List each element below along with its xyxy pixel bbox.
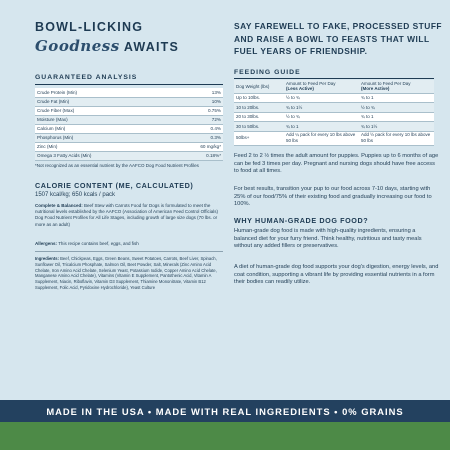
table-row: 30 to 50lbs. ¾ to 1 ¾ to 1½ — [234, 122, 434, 132]
claims-banner: MADE IN THE USA • MADE WITH REAL INGREDIENTS • 0% GRAINS — [0, 400, 450, 422]
ga-label: Crude Fiber (Max) — [35, 106, 167, 115]
ga-label: Phosphorus (Min) — [35, 133, 167, 142]
divider — [35, 251, 223, 252]
table-row — [35, 124, 223, 133]
ga-label: Crude Protein (Min) — [35, 88, 167, 97]
ga-value: 10% — [167, 97, 223, 106]
ga-value: 72% — [167, 115, 223, 124]
why-title: WHY HUMAN-GRADE DOG FOOD? — [234, 216, 369, 225]
feeding-guide-title: FEEDING GUIDE — [234, 69, 301, 76]
headline-line1: BOWL-LICKING — [35, 20, 144, 34]
feed-paragraph: Feed 2 to 2 ½ times the adult amount for puppies. Puppies up to 6 months of age can be fed 3 times per day. Pregnant and nursing dogs should have free access to food at all times. — [234, 153, 439, 175]
ingredients — [35, 256, 225, 291]
allergens — [35, 241, 225, 247]
right-headline: SAY FAREWELL TO FAKE, PROCESSED STUFF AND RAISE A BOWL TO FEASTS THAT WILL FUEL YEARS OF FRIENDSHIP. — [234, 21, 443, 56]
guaranteed-analysis-table — [35, 88, 223, 161]
fg-header-weight: Dog Weight (lbs) — [234, 80, 284, 93]
table-row — [35, 151, 223, 160]
table-row — [35, 115, 223, 124]
complete-balanced-label: Complete & Balanced: — [35, 203, 83, 208]
ga-value: 13% — [167, 88, 223, 97]
headline-awaits: AWAITS — [123, 40, 179, 54]
ga-value: 0.3% — [167, 133, 223, 142]
complete-balanced — [35, 203, 225, 228]
why-paragraph-2: A diet of human-grade dog food supports your dog's digestion, energy levels, and coat condition, supporting a vibrant life by providing essential nutrients in a form their bodies can readily utilize. — [234, 264, 439, 286]
ingredients-text: Beef, Chickpeas, Eggs, Green Beans, Sweet Potatoes, Carrots, Beef Liver, Spinach, Sunflower Oil, Tricalcium Phosphate, Salmon Oil, Beet Powder, Salt, Minerals (Zinc Amino Acid Chelate, Iron Amino Acid Chelate, Selenium Yeast, Potassium Iodide, Copper Amino Acid Chelate, Manganese Amino Acid Chelate), Vitamins (Vitamin E Supplement, Pantothenic Acid, Vitamin A Supplement, Niacin, Riboflavin, Vitamin D3 Supplement, Thiamine Mononitrate, Vitamin B12 Supplement, Folic Acid, Pyridoxine Hydrochloride), Yeast Culture — [35, 256, 217, 290]
ga-label: Moisture (Max) — [35, 115, 167, 124]
ga-label: Calcium (Min) — [35, 124, 167, 133]
ga-label: Zinc (Min) — [35, 142, 167, 151]
calorie-title: CALORIE CONTENT (ME, CALCULATED) — [35, 181, 194, 190]
complete-balanced-text: Beef Stew with Carrots Food for Dogs is formulated to meet the nutritional levels established by the AAFCO (Association of American Feed Control Officials) Dog Food Nutrient Profiles for All Life Stages, including growth of large size dogs (70 lbs. or more as an adult) — [35, 203, 219, 227]
ga-label: Omega 3 Fatty Acids (Min) — [35, 151, 167, 160]
divider — [234, 78, 434, 79]
guaranteed-analysis-title: GUARANTEED ANALYSIS — [35, 74, 138, 81]
headline — [35, 20, 235, 55]
calorie-value: 1507 kcal/kg; 650 kcals / pack — [35, 192, 116, 198]
allergens-text: This recipe contains beef, eggs, and fish — [58, 241, 139, 246]
ga-value: 60 mg/kg* — [167, 142, 223, 151]
ga-value: 0.4% — [167, 124, 223, 133]
divider — [35, 84, 223, 85]
ga-label: Crude Fat (Min) — [35, 97, 167, 106]
allergens-label: Allergens: — [35, 241, 58, 246]
table-row: 50lbs+ Add ¼ pack for every 10 lbs above 50 lbs Add ½ pack for every 10 lbs above 50 lbs — [234, 131, 434, 145]
fg-header-more: Amount to Feed Per Day (More Active) — [359, 80, 434, 93]
headline-script: Goodness — [35, 37, 120, 55]
ga-value: 0.75% — [167, 106, 223, 115]
table-row — [35, 142, 223, 151]
ga-footnote: *Not recognized as an essential nutrient by the AAFCO Dog Food Nutrient Profiles — [35, 163, 199, 168]
feeding-guide-table — [234, 80, 434, 146]
table-header-row — [234, 80, 434, 93]
ga-value: 0.18%* — [167, 151, 223, 160]
table-row — [35, 97, 223, 106]
table-row — [35, 106, 223, 115]
table-row — [35, 88, 223, 97]
footer-panel — [0, 422, 450, 450]
transition-paragraph: For best results, transition your pup to our food across 7-10 days, starting with 25% of our food/75% of their existing food and gradually increasing our food to 100%. — [234, 186, 432, 208]
ingredients-label: Ingredients: — [35, 256, 59, 261]
table-row: Up to 10lbs. ½ to ¾ ¾ to 1 — [234, 93, 434, 103]
headline-line2 — [35, 37, 235, 55]
table-row: 10 to 20lbs. ¾ to 1½ ½ to ¾ — [234, 103, 434, 113]
fg-header-less: Amount to Feed Per Day (Less Active) — [284, 80, 359, 93]
why-paragraph-1: Human-grade dog food is made with high-quality ingredients, ensuring a balanced diet for your furry friend. Think healthy, nutritious and tasty meals without any added fillers or preservatives. — [234, 228, 422, 250]
table-row: 20 to 30lbs. ½ to ¾ ¾ to 1 — [234, 112, 434, 122]
table-row — [35, 133, 223, 142]
